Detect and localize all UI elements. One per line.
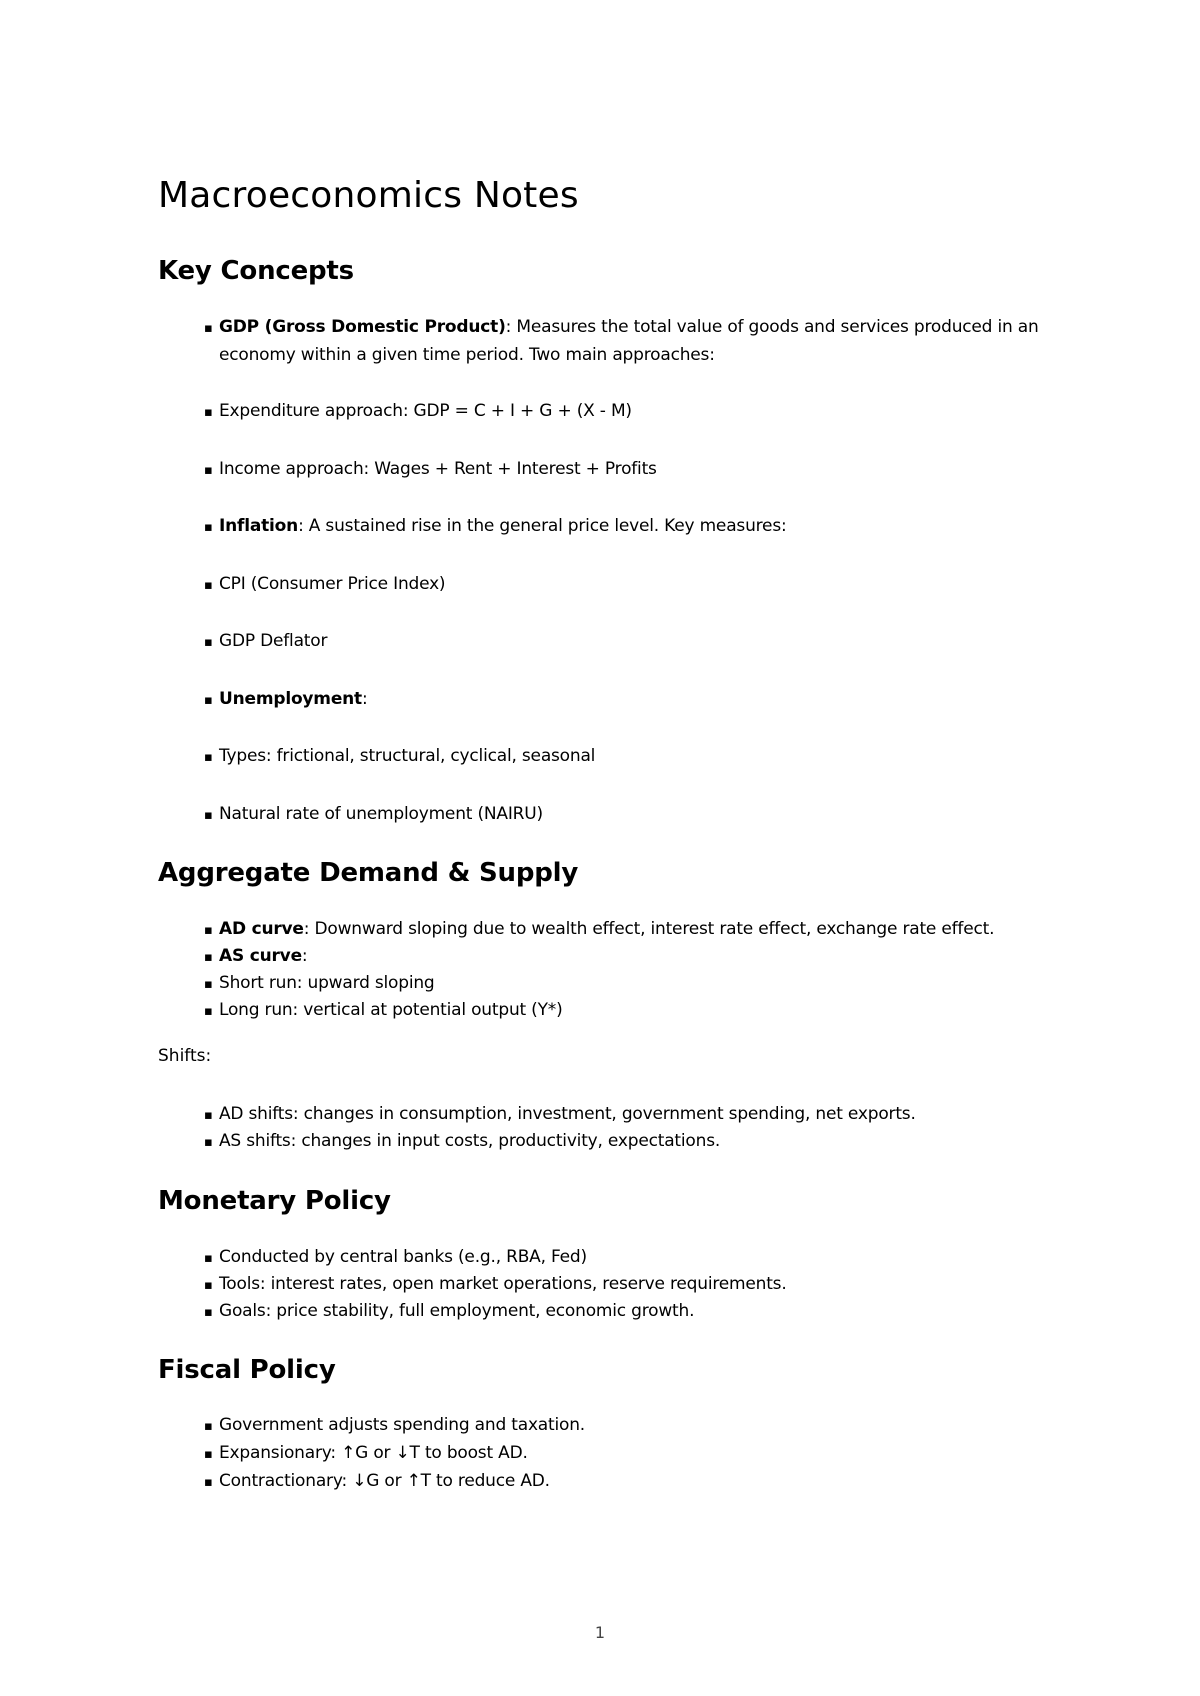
bullet-icon: ▪ xyxy=(204,1475,213,1490)
bullet-icon: ▪ xyxy=(204,520,213,535)
bullet-icon: ▪ xyxy=(204,1305,213,1320)
list-item xyxy=(204,1412,585,1440)
item-lead: Unemployment xyxy=(219,689,362,709)
item-text: : Measures the total value of goods and services produced in an economy within a given time period. Two main approaches: xyxy=(219,317,1039,365)
list-item xyxy=(204,970,435,998)
page-number: 1 xyxy=(594,1623,606,1642)
bullet-icon: ▪ xyxy=(204,923,213,938)
item-lead: AD curve xyxy=(219,919,304,939)
list-item xyxy=(204,1468,550,1496)
bullet-icon: ▪ xyxy=(204,463,213,478)
bullet-icon: ▪ xyxy=(204,693,213,708)
item-text: Natural rate of unemployment (NAIRU) xyxy=(219,804,543,824)
list-item xyxy=(204,398,632,426)
bullet-icon: ▪ xyxy=(204,1004,213,1019)
section-heading-key-concepts: Key Concepts xyxy=(158,256,354,286)
item-lead: Inflation xyxy=(219,516,299,536)
list-item xyxy=(204,314,1079,369)
item-text: Contractionary: ↓G or ↑T to reduce AD. xyxy=(219,1471,550,1491)
item-text: Income approach: Wages + Rent + Interest + Profits xyxy=(219,459,657,479)
list-item xyxy=(204,1101,916,1129)
list-item xyxy=(204,997,563,1025)
list-item xyxy=(204,943,307,971)
item-text: AS shifts: changes in input costs, productivity, expectations. xyxy=(219,1131,721,1151)
bullet-icon: ▪ xyxy=(204,1278,213,1293)
item-text: Short run: upward sloping xyxy=(219,973,435,993)
item-text: Tools: interest rates, open market operations, reserve requirements. xyxy=(219,1274,787,1294)
bullet-icon: ▪ xyxy=(204,808,213,823)
section-heading-aggregate-demand-supply: Aggregate Demand & Supply xyxy=(158,858,579,888)
list-item xyxy=(204,1244,587,1272)
item-text: Long run: vertical at potential output (Y*) xyxy=(219,1000,563,1020)
bullet-icon: ▪ xyxy=(204,1447,213,1462)
bullet-icon: ▪ xyxy=(204,977,213,992)
item-text: Expansionary: ↑G or ↓T to boost AD. xyxy=(219,1443,528,1463)
list-item xyxy=(204,1271,787,1299)
item-text: Goals: price stability, full employment, economic growth. xyxy=(219,1301,695,1321)
bullet-icon: ▪ xyxy=(204,405,213,420)
list-item xyxy=(204,513,787,541)
shifts-label: Shifts: xyxy=(158,1046,212,1066)
bullet-icon: ▪ xyxy=(204,1251,213,1266)
bullet-icon: ▪ xyxy=(204,950,213,965)
item-text: AD shifts: changes in consumption, investment, government spending, net exports. xyxy=(219,1104,916,1124)
list-item xyxy=(204,801,543,829)
bullet-icon: ▪ xyxy=(204,750,213,765)
list-item xyxy=(204,628,327,656)
list-item xyxy=(204,1440,528,1468)
item-text: CPI (Consumer Price Index) xyxy=(219,574,446,594)
item-text: Government adjusts spending and taxation. xyxy=(219,1415,585,1435)
bullet-icon: ▪ xyxy=(204,578,213,593)
list-item xyxy=(204,1128,720,1156)
bullet-icon: ▪ xyxy=(204,321,213,336)
item-text: : xyxy=(301,946,308,966)
item-text: : xyxy=(361,689,368,709)
list-item xyxy=(204,916,994,944)
item-text: Expenditure approach: GDP = C + I + G + (X - M) xyxy=(219,401,632,421)
item-text: Types: frictional, structural, cyclical, seasonal xyxy=(219,746,596,766)
list-item xyxy=(204,1298,694,1326)
item-text: : Downward sloping due to wealth effect, interest rate effect, exchange rate effect. xyxy=(303,919,995,939)
bullet-icon: ▪ xyxy=(204,1108,213,1123)
section-heading-fiscal-policy: Fiscal Policy xyxy=(158,1355,336,1385)
section-heading-monetary-policy: Monetary Policy xyxy=(158,1186,391,1216)
item-text: : A sustained rise in the general price level. Key measures: xyxy=(298,516,787,536)
item-lead: GDP (Gross Domestic Product) xyxy=(219,317,506,337)
list-item xyxy=(204,571,445,599)
bullet-icon: ▪ xyxy=(204,1135,213,1150)
list-item xyxy=(204,743,595,771)
document-title: Macroeconomics Notes xyxy=(158,175,579,216)
list-item xyxy=(204,686,368,714)
item-lead: AS curve xyxy=(219,946,302,966)
list-item xyxy=(204,456,657,484)
item-text: GDP Deflator xyxy=(219,631,328,651)
bullet-icon: ▪ xyxy=(204,1419,213,1434)
bullet-icon: ▪ xyxy=(204,635,213,650)
item-text: Conducted by central banks (e.g., RBA, Fed) xyxy=(219,1247,587,1267)
